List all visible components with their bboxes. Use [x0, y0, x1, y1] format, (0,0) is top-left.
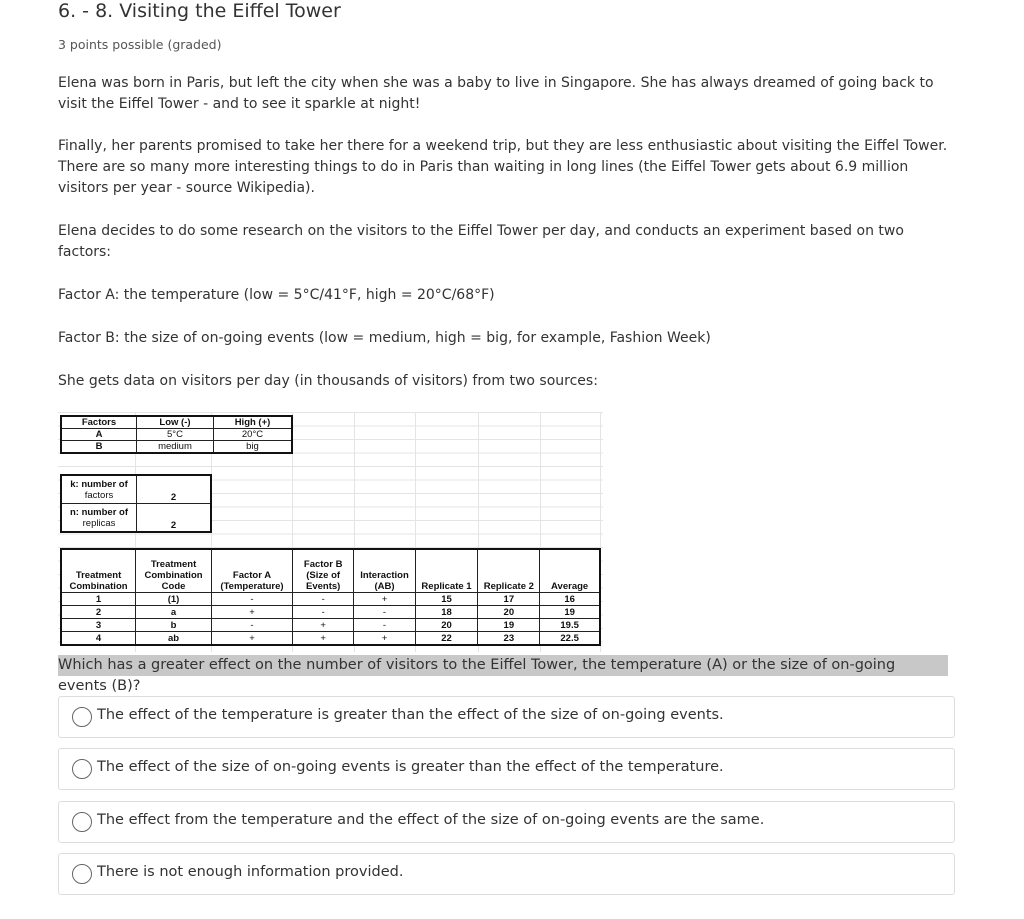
paragraph: Factor A: the temperature (low = 5°C/41°F, high = 20°C/68°F): [58, 287, 495, 303]
table-cell: -: [354, 619, 415, 632]
factors-table: Factors Low (-) High (+) A 5°C 20°C B medium big: [60, 415, 293, 454]
table-cell: 22: [415, 632, 478, 646]
table-cell: 19.5: [540, 619, 600, 632]
table-cell: 1: [61, 593, 136, 606]
answer-option-1[interactable]: The effect of the temperature is greater than the effect of the size of on-going events.: [58, 696, 955, 738]
table-cell: 15: [415, 593, 478, 606]
table-cell: -: [292, 606, 353, 619]
spreadsheet-image: [58, 412, 603, 652]
table-cell: 20: [415, 619, 478, 632]
table-cell: +: [292, 619, 353, 632]
table-cell: 19: [540, 606, 600, 619]
table-cell: 4: [61, 632, 136, 646]
table-cell: -: [354, 606, 415, 619]
table-cell: 20: [478, 606, 540, 619]
paragraph: She gets data on visitors per day (in thousands of visitors) from two sources:: [58, 373, 598, 389]
table-cell: 19: [478, 619, 540, 632]
paragraph: Elena decides to do some research on the visitors to the Eiffel Tower per day, and conducts an experiment based on two factors:: [58, 223, 904, 260]
answer-option-2[interactable]: The effect of the size of on-going events is greater than the effect of the temperature.: [58, 748, 955, 790]
table-cell: 17: [478, 593, 540, 606]
column-header: Interaction (AB): [354, 549, 415, 593]
column-header: Factor B (Size of Events): [292, 549, 353, 593]
table-row: [61, 606, 600, 619]
paragraph: Factor B: the size of on-going events (low = medium, high = big, for example, Fashion Week): [58, 330, 711, 346]
table-cell: +: [212, 606, 293, 619]
table-row: [61, 632, 600, 646]
radio-button[interactable]: [72, 759, 92, 779]
table-cell: +: [292, 632, 353, 646]
table-cell: 16: [540, 593, 600, 606]
column-header: Replicate 2: [478, 549, 540, 593]
table-cell: 18: [415, 606, 478, 619]
table-cell: -: [292, 593, 353, 606]
column-header: Average: [540, 549, 600, 593]
table-cell: b: [136, 619, 212, 632]
column-header: Treatment Combination: [61, 549, 136, 593]
answer-option-3[interactable]: The effect from the temperature and the effect of the size of on-going events are the same.: [58, 801, 955, 843]
radio-button[interactable]: [72, 707, 92, 727]
table-cell: +: [212, 632, 293, 646]
table-cell: 23: [478, 632, 540, 646]
column-header: Factor A (Temperature): [212, 549, 293, 593]
paragraph: Elena was born in Paris, but left the city when she was a baby to live in Singapore. She has always dreamed of going back to visit the Eiffel Tower - and to see it sparkle at night!: [58, 75, 934, 112]
question-text: Which has a greater effect on the number of visitors to the Eiffel Tower, the temperature (A) or the size of on-going events (B)?: [58, 655, 948, 676]
table-cell: -: [212, 593, 293, 606]
design-table: [60, 548, 601, 646]
table-cell: 2: [61, 606, 136, 619]
radio-button[interactable]: [72, 812, 92, 832]
table-cell: +: [354, 632, 415, 646]
table-cell: ab: [136, 632, 212, 646]
column-header: Replicate 1: [415, 549, 478, 593]
table-cell: a: [136, 606, 212, 619]
table-row: [61, 619, 600, 632]
table-cell: -: [212, 619, 293, 632]
answer-option-4[interactable]: There is not enough information provided.: [58, 853, 955, 895]
paragraph: Finally, her parents promised to take her there for a weekend trip, but they are less enthusiastic about visiting the Eiffel Tower. There are so many more interesting things to do in Paris than waiting in long lines (the Eiffel Tower gets about 6.9 million visitors per year - source Wikipedia).: [58, 138, 948, 196]
table-cell: 3: [61, 619, 136, 632]
table-cell: 22.5: [540, 632, 600, 646]
table-cell: +: [354, 593, 415, 606]
points-label: 3 points possible (graded): [58, 37, 222, 52]
params-table: k: number of factors 2 n: number of replicas 2: [60, 474, 212, 533]
problem-title: 6. - 8. Visiting the Eiffel Tower: [58, 0, 341, 22]
table-row: [61, 593, 600, 606]
table-cell: (1): [136, 593, 212, 606]
column-header: Treatment Combination Code: [136, 549, 212, 593]
radio-button[interactable]: [72, 864, 92, 884]
